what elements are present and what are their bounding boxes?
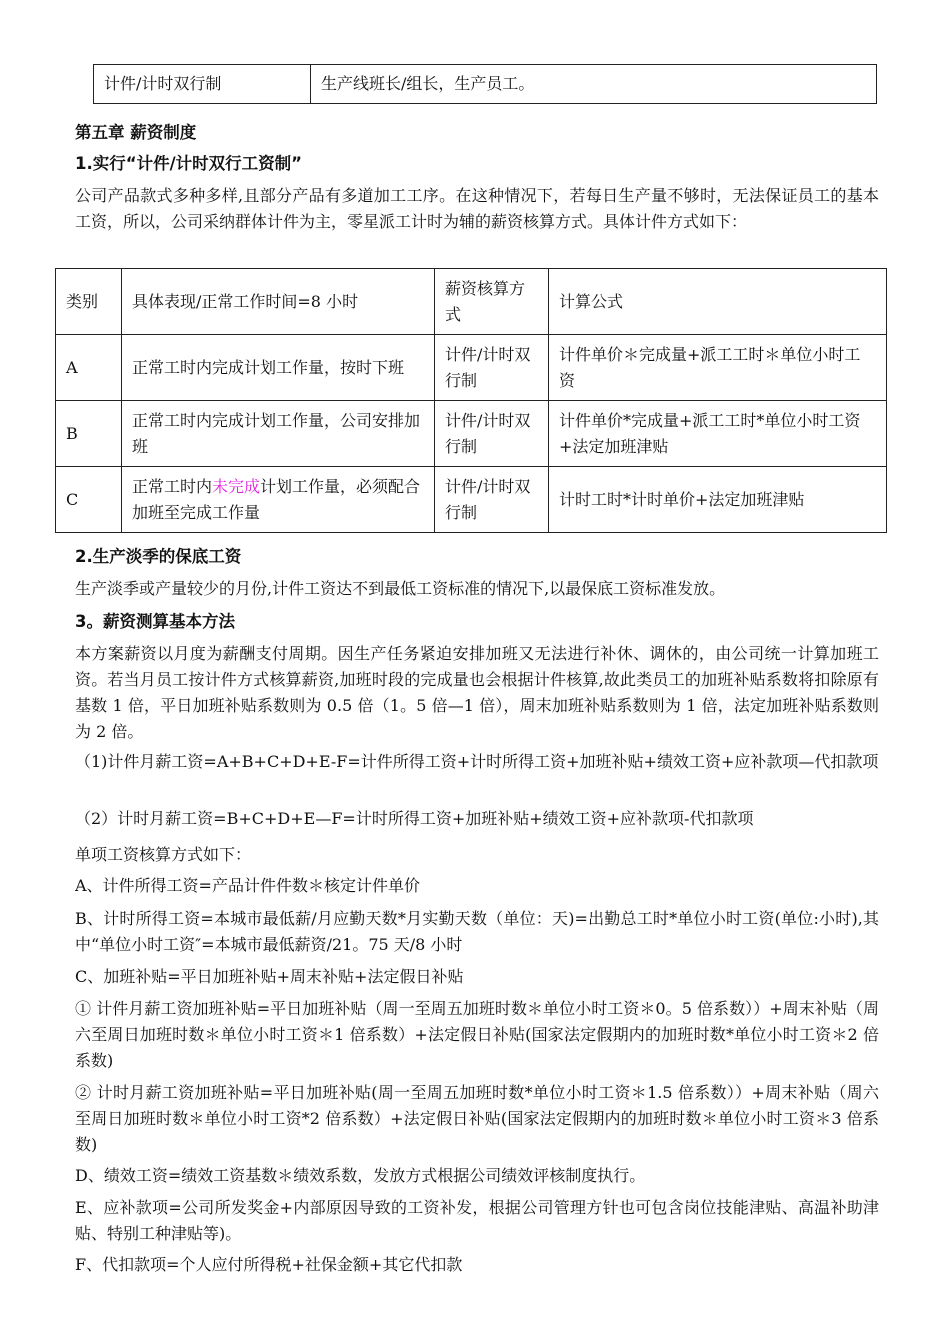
header-cell: 计算公式 — [549, 269, 887, 335]
highlighted-text: 未完成 — [212, 476, 261, 496]
formula-hourly: （2）计时月薪工资=B+C+D+E—F=计时所得工资+加班补贴+绩效工资+应补款项-代扣款项 — [75, 809, 754, 828]
chapter-title: 第五章 薪资制度 — [75, 123, 197, 142]
header-cell: 薪资核算方式 — [435, 269, 549, 335]
item-d: D、绩效工资=绩效工资基数＊绩效系数，发放方式根据公司绩效评核制度执行。 — [75, 1166, 646, 1185]
item-c: C、加班补贴=平日加班补贴+周末补贴+法定假日补贴 — [75, 967, 464, 986]
item-c1: ① 计件月薪工资加班补贴=平日加班补贴（周一至周五加班时数＊单位小时工资＊0。5 倍系数））+周末补贴（周六至周日加班时数＊单位小时工资＊1 倍系数）+法定假日补贴(国家法定假期内的加班时数*单位小时工资＊2 倍系数) — [75, 999, 879, 1070]
category-cell: C — [56, 467, 122, 533]
top-table — [93, 64, 877, 104]
section-1-title: 1.实行“计件/计时双行工资制” — [75, 154, 302, 173]
section-1-paragraph: 公司产品款式多种多样,且部分产品有多道加工工序。在这种情况下，若每日生产量不够时，无法保证员工的基本工资，所以，公司采纳群体计件为主，零星派工计时为辅的薪资核算方式。具体计件方式如下： — [75, 186, 879, 231]
description-text: 计划工作量，必须配合加班至完成工作量 — [132, 476, 421, 522]
category-cell: A — [56, 335, 122, 401]
description-text: 正常工时内 — [132, 476, 213, 496]
table-row — [56, 467, 887, 533]
table-cell: 生产线班长/组长，生产员工。 — [311, 65, 877, 104]
table-cell: 计件/计时双行制 — [94, 65, 311, 104]
table-row — [56, 335, 887, 401]
table-header-row — [56, 269, 887, 335]
section-2-paragraph: 生产淡季或产量较少的月份,计件工资达不到最低工资标准的情况下,以最保底工资标准发放。 — [75, 579, 726, 598]
section-3-paragraph: 本方案薪资以月度为薪酬支付周期。因生产任务紧迫安排加班又无法进行补休、调休的，由公司统一计算加班工资。若当月员工按计件方式核算薪资,加班时段的完成量也会根据计件核算,故此类员工的加班补贴系数将扣除原有基数 1 倍，平日加班补贴系数则为 0.5 倍（1。5 倍—1 倍），周末加班补贴系数则为 1 倍，法定加班补贴系数则为 2 倍。 — [75, 644, 879, 741]
description-cell: 正常工时内完成计划工作量，按时下班 — [122, 335, 435, 401]
header-cell: 类别 — [56, 269, 122, 335]
item-b: B、计时所得工资=本城市最低薪/月应勤天数*月实勤天数（单位：天)=出勤总工时*单位小时工资(单位:小时),其中“单位小时工资″=本城市最低薪资/21。75 天/8 小时 — [75, 909, 879, 954]
item-e: E、应补款项=公司所发奖金+内部原因导致的工资补发，根据公司管理方针也可包含岗位技能津贴、高温补助津贴、特别工种津贴等)。 — [75, 1198, 879, 1243]
item-f: F、代扣款项=个人应付所得税+社保金额+其它代扣款 — [75, 1255, 463, 1274]
method-cell: 计件/计时双行制 — [435, 335, 549, 401]
description-cell: 正常工时内完成计划工作量，公司安排加班 — [122, 401, 435, 467]
formula-piecework: （1)计件月薪工资=A+B+C+D+E-F=计件所得工资+计时所得工资+加班补贴+绩效工资+应补款项—代扣款项 — [75, 752, 879, 771]
table-row — [56, 401, 887, 467]
description-cell — [122, 467, 435, 533]
header-cell: 具体表现/正常工作时间=8 小时 — [122, 269, 435, 335]
items-intro: 单项工资核算方式如下： — [75, 845, 252, 864]
section-2-title: 2.生产淡季的保底工资 — [75, 547, 242, 566]
salary-table — [55, 268, 887, 533]
formula-cell: 计件单价*完成量+派工工时*单位小时工资+法定加班津贴 — [549, 401, 887, 467]
method-cell: 计件/计时双行制 — [435, 401, 549, 467]
table-row — [94, 65, 877, 104]
formula-cell: 计件单价＊完成量+派工工时＊单位小时工资 — [549, 335, 887, 401]
method-cell: 计件/计时双行制 — [435, 467, 549, 533]
formula-cell: 计时工时*计时单价+法定加班津贴 — [549, 467, 887, 533]
section-3-title: 3。薪资测算基本方法 — [75, 612, 235, 631]
item-c2: ② 计时月薪工资加班补贴=平日加班补贴(周一至周五加班时数*单位小时工资＊1.5 倍系数））+周末补贴（周六至周日加班时数＊单位小时工资*2 倍系数）+法定假日补贴(国家法定假期内的加班时数＊单位小时工资＊3 倍系数) — [75, 1083, 879, 1154]
item-a: A、计件所得工资=产品计件件数＊核定计件单价 — [75, 876, 420, 895]
category-cell: B — [56, 401, 122, 467]
